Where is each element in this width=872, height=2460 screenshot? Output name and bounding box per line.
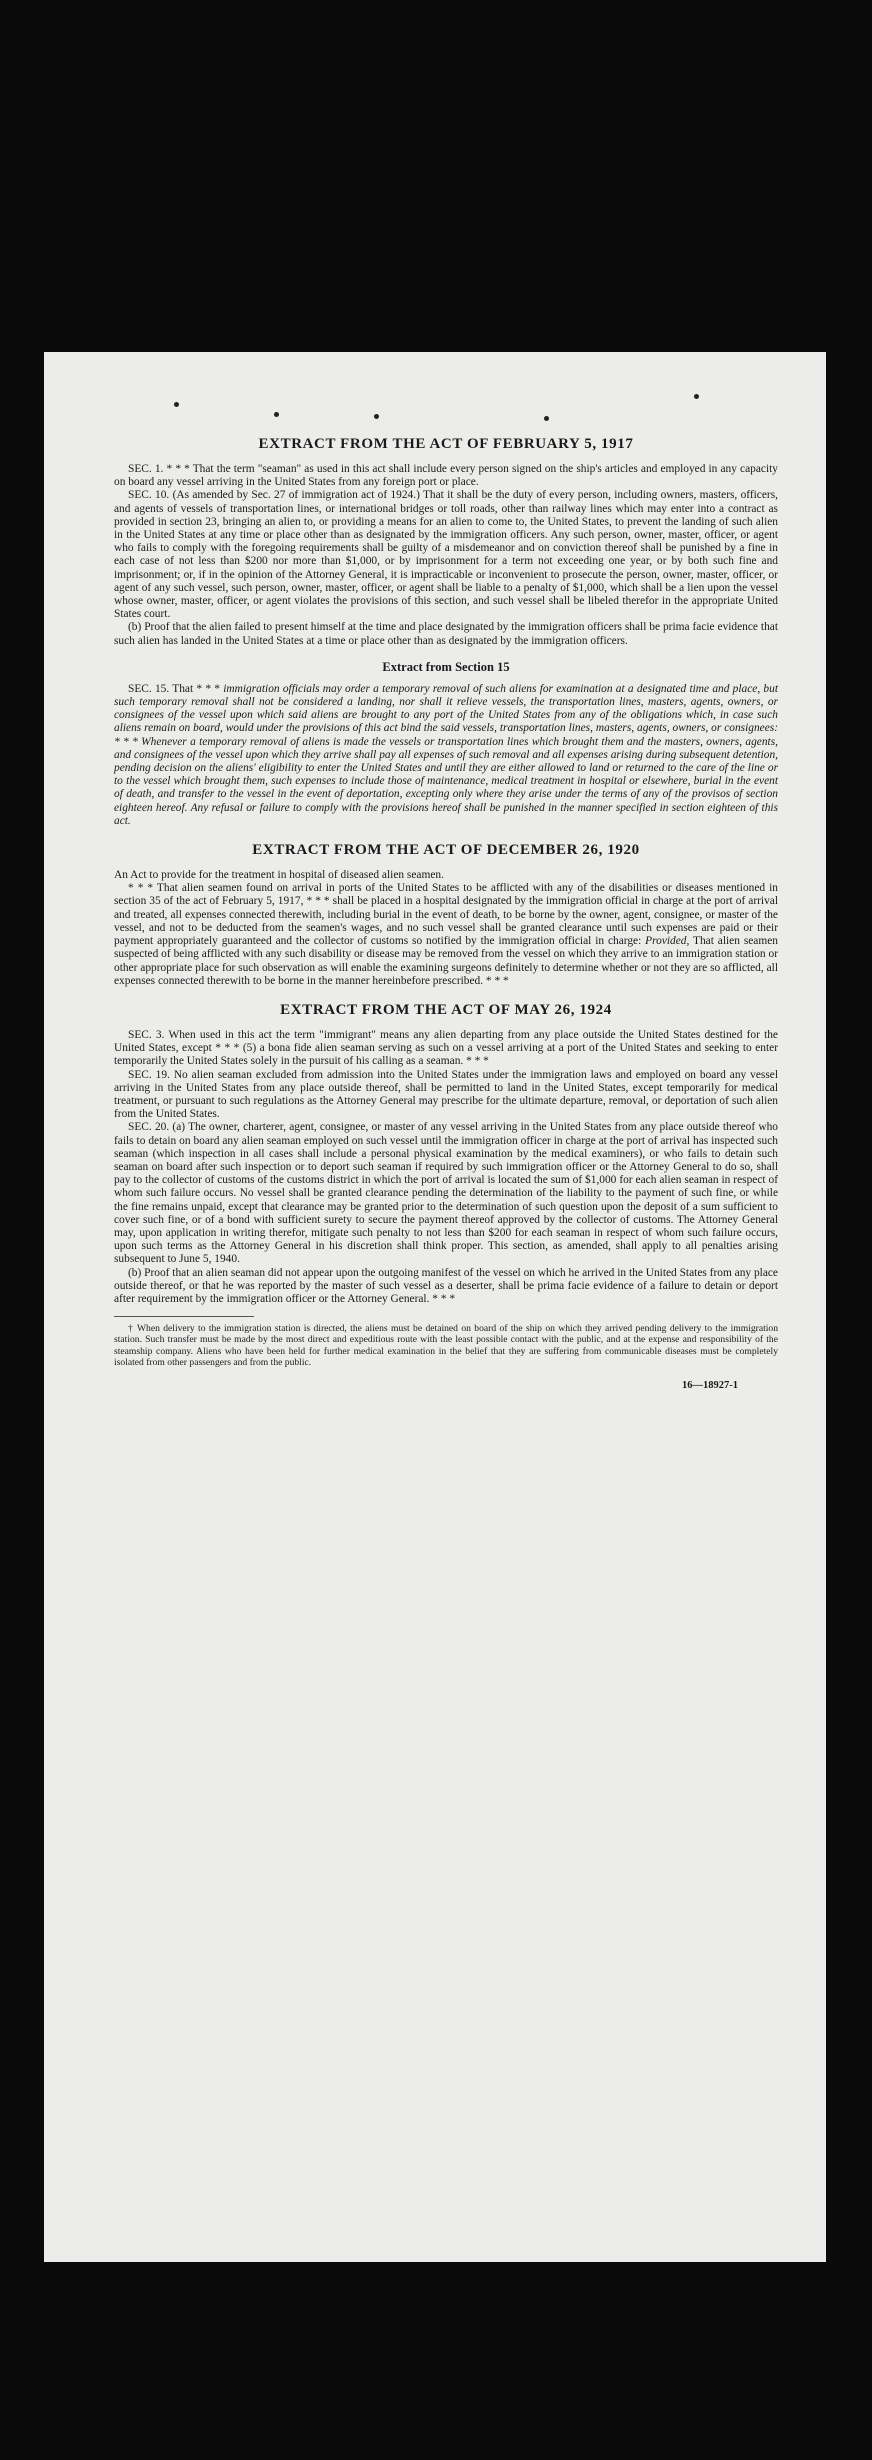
sec-15-lead: SEC. 15. That * * * — [128, 682, 220, 695]
footnote-text: † When delivery to the immigration station is directed, the aliens must be detained on board of the ship on which they arrived pending delivery to the immigration station. Such transfer must be made by the most direct and expeditious route with the least possible contact with the public, and at the expense and responsibility of the steamship company. Aliens who have been held for further medical examination in the belief that they are suffering from communicable diseases must be completely isolated from other passengers and from the public. — [114, 1323, 778, 1368]
paragraph-sec-15 — [114, 683, 778, 828]
scan-dot — [694, 394, 699, 399]
paragraph-sec-3: SEC. 3. When used in this act the term "immigrant" means any alien departing from any place outside the United States destined for the United States, except * * * (5) a bona fide alien seaman serving as such on a vessel arriving at a port of the United States and seeking to enter temporarily the United States solely in the pursuit of his calling as a seaman. * * * — [114, 1028, 778, 1068]
footnote — [114, 1323, 778, 1368]
paragraph-act-1920-title: An Act to provide for the treatment in hospital of diseased alien seamen. — [114, 869, 444, 882]
paragraph-sec-20-b: (b) Proof that an alien seaman did not appear upon the outgoing manifest of the vessel on which he arrived in the United States from any place outside thereof, or that he was reported by the master of such vessel as a deserter, shall be prima facie evidence of a failure to detain or deport after requirement by the immigration officer or the Attorney General. * * * — [114, 1266, 778, 1305]
scan-dot — [174, 402, 179, 407]
document-page — [44, 352, 826, 2262]
paragraph-sec-20: SEC. 20. (a) The owner, charterer, agent, consignee, or master of any vessel arriving in the United States from any place outside thereof who fails to detain on board any alien seaman employed on such vessel until the immigration officer in charge at the port of arrival has inspected such seaman (which inspection in all cases shall include a personal physical examination by the medical examiners), or who fails to detain such seaman on board after such inspection or to deport such seaman if required by such immigration officer or the Attorney General to do so, shall pay to the collector of customs of the customs district in which the port of arrival is located the sum of $1,000 for each alien seaman in respect of whom such failure occurs. No vessel shall be granted clearance pending the determination of the liability to the payment of such fine, or while the fine remains unpaid, except that clearance may be granted prior to the determination of such question upon the deposit of a sum sufficient to cover such fine, or of a bond with sufficient surety to secure the payment thereof approved by the collector of customs. The Attorney General may, upon application in writing therefor, mitigate such penalty to not less than $200 for each seaman in respect of whom such failure occurs, upon such terms as the Attorney General in his discretion shall think proper. This section, as amended, shall apply to all penalties arising subsequent to June 5, 1940. — [114, 1121, 778, 1266]
paragraph-sec-10: SEC. 10. (As amended by Sec. 27 of immigration act of 1924.) That it shall be the duty of every person, including owners, masters, officers, and agents of vessels of transportation lines, or international bridges or toll roads, other than railway lines which may enter into a contract as provided in section 23, bringing an alien to, or providing a means for an alien to come to, the United States, to prevent the landing of such alien in the United States at any time or place other than as designated by the immigration officers. Any such person, owner, master, officer, or agent who fails to comply with the foregoing requirements shall be guilty of a misdemeanor and on conviction thereof shall be punished by a fine in each case of not less than $200 nor more than $1,000, or by imprisonment for a term not exceeding one year, or by both such fine and imprisonment; or, if in the opinion of the Attorney General, it is impracticable or inconvenient to prosecute the person, owner, master, officer, or agent of any such vessel, such person, owner, master, officer, or agent shall be liable to a penalty of $1,000, which shall be a lien upon the vessel whose owner, master, officer, or agent violates the provisions of this section, and such vessel shall be libeled therefor in the appropriate United States court. — [114, 489, 778, 621]
scan-dot — [274, 412, 279, 417]
paragraph-sec-19: SEC. 19. No alien seaman excluded from admission into the United States under the immigration laws and employed on board any vessel arriving in the United States from any place outside thereof, shall be permitted to land in the United States, except temporarily for medical treatment, or pursuant to such regulations as the Attorney General may prescribe for the ultimate departure, removal, or deportation of such alien from the United States. — [114, 1068, 778, 1121]
provided-label: Provided, — [645, 935, 690, 948]
scan-dot — [374, 414, 379, 419]
act-1920-body-b: That alien seamen suspected of being afflicted with any such disability or disease may be removed from the vessel on which they arrive to an immigration station or other appropriate place for such observation as will enable the examining surgeons definitely to determine whether or not they are so afflicted, all expenses connected therewith to be borne in the manner hereinbefore prescribed. * * * — [114, 935, 778, 987]
paragraph-sec-1: SEC. 1. * * * That the term "seaman" as used in this act shall include every person signed on the ship's articles and employed in any capacity on board any vessel arriving in the United States from any foreign port or place. — [114, 463, 778, 489]
act-1920-body-a: * * * That alien seamen found on arrival in ports of the United States to be afflicted with any of the disabilities or diseases mentioned in section 35 of the act of February 5, 1917, * * * shall be placed in a hospital designated by the immigration official in charge at the port of arrival and treated, all expenses connected therewith, including burial in the event of death, to be borne by the owner, agent, consignee, or master of the vessel, and not to be deducted from the seamen's wages, and no such vessel shall be granted clearance until such expenses are paid or their payment appropriately guaranteed and the collector of customs so notified by the immigration official in charge: — [114, 882, 778, 948]
section-title-1920: EXTRACT FROM THE ACT OF DECEMBER 26, 1920 — [252, 842, 640, 859]
sec-15-text: immigration officials may order a temporary removal of such aliens for examination at a designated time and place, but such temporary removal shall not be considered a landing, nor shall it relieve vessels, the transportation lines, masters, agents, owners, or consignees of the vessel upon which said aliens are brought to any port of the United States from any of the obligations which, in case such aliens remain on board, would under the provisions of this act bind the said vessels, transportation lines, masters, agents, owners, or consignees: * * * Whenever a temporary removal of aliens is made the vessels or transportation lines which brought them and the masters, owners, agents, and consignees of the vessel upon which they arrive shall pay all expenses of such removal and all expenses arising during subsequent detention, pending decision on the aliens' eligibility to enter the United States and until they are either allowed to land or returned to the care of the line or to the vessel which brought them, such expenses to include those of maintenance, medical treatment in hospital or elsewhere, burial in the event of death, and transfer to the vessel in the event of deportation, excepting only where they arise under the terms of any of the provisos of section eighteen hereof. Any refusal or failure to comply with the provisions hereof shall be punished in the manner specified in section eighteen of this act. — [114, 682, 778, 827]
section-title-15: Extract from Section 15 — [382, 659, 510, 674]
section-title-1917: EXTRACT FROM THE ACT OF FEBRUARY 5, 1917 — [258, 436, 634, 452]
section-title-1924: EXTRACT FROM THE ACT OF MAY 26, 1924 — [280, 1001, 612, 1018]
paragraph-sec-10-b: (b) Proof that the alien failed to present himself at the time and place designated by the immigration officers shall be prima facie evidence that such alien has landed in the United States at a time or place other than as designated by the immigration officers. — [114, 621, 778, 647]
form-code: 16—18927-1 — [682, 1379, 738, 1391]
scan-marks — [44, 352, 826, 442]
scan-dot — [544, 416, 549, 421]
paragraph-act-1920-body — [114, 882, 778, 988]
footnote-divider — [114, 1316, 254, 1317]
